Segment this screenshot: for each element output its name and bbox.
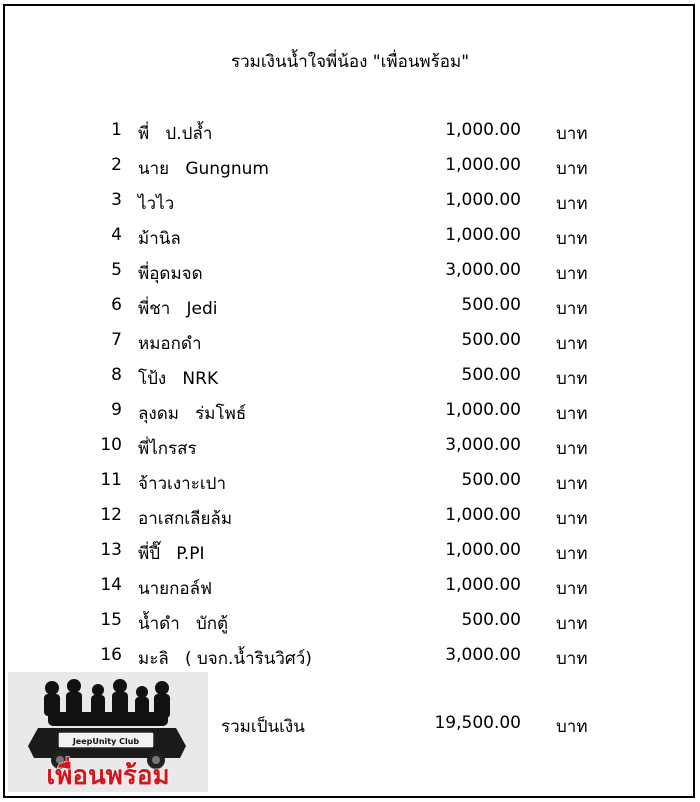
row-number: 6 <box>111 295 122 315</box>
currency-unit: บาท <box>556 509 588 529</box>
donor-name: พี่ชา Jedi <box>138 299 218 319</box>
donor-name: นายกอล์ฟ <box>138 579 213 599</box>
donation-amount: 1,000.00 <box>445 575 521 595</box>
donation-row <box>0 505 700 535</box>
logo-banner-text: เพื่อนพร้อม <box>46 761 170 791</box>
logo-badge-text: JeepUnity Club <box>72 737 140 746</box>
donor-name: พี่อุดมจด <box>138 264 203 284</box>
currency-unit: บาท <box>556 544 588 564</box>
donor-name: จ้าวเงาะเปา <box>138 474 226 494</box>
donation-amount: 1,000.00 <box>445 540 521 560</box>
donation-amount: 1,000.00 <box>445 120 521 140</box>
currency-unit: บาท <box>556 194 588 214</box>
currency-unit: บาท <box>556 439 588 459</box>
club-logo <box>8 672 208 792</box>
row-number: 12 <box>100 505 122 525</box>
row-number: 7 <box>111 330 122 350</box>
donation-row <box>0 365 700 395</box>
row-number: 10 <box>100 435 122 455</box>
donation-row <box>0 645 700 675</box>
currency-unit: บาท <box>556 474 588 494</box>
donation-row <box>0 155 700 185</box>
row-number: 2 <box>111 155 122 175</box>
donation-row <box>0 330 700 360</box>
currency-unit: บาท <box>556 264 588 284</box>
currency-unit: บาท <box>556 159 588 179</box>
donation-amount: 1,000.00 <box>445 400 521 420</box>
donor-name: ลุงดม ร่มโพธ์ <box>138 404 247 424</box>
row-number: 13 <box>100 540 122 560</box>
donation-amount: 3,000.00 <box>445 435 521 455</box>
donation-row <box>0 120 700 150</box>
currency-unit: บาท <box>556 579 588 599</box>
donor-name: ม้านิล <box>138 229 181 249</box>
donation-amount: 1,000.00 <box>445 190 521 210</box>
donor-name: พี่ปี๊ P.PI <box>138 544 205 564</box>
row-number: 4 <box>111 225 122 245</box>
row-number: 5 <box>111 260 122 280</box>
total-amount: 19,500.00 <box>434 713 521 733</box>
donation-row <box>0 610 700 640</box>
donor-name: มะลิ ( บจก.น้ำรินวิศว์) <box>138 649 312 669</box>
donation-row <box>0 225 700 255</box>
donation-row <box>0 470 700 500</box>
row-number: 16 <box>100 645 122 665</box>
donation-amount: 500.00 <box>461 295 521 315</box>
donation-amount: 500.00 <box>461 365 521 385</box>
donor-name: พี่ ป.ปล้ำ <box>138 124 213 144</box>
row-number: 8 <box>111 365 122 385</box>
currency-unit: บาท <box>556 404 588 424</box>
donation-row <box>0 400 700 430</box>
total-unit: บาท <box>556 717 588 737</box>
donation-amount: 3,000.00 <box>445 260 521 280</box>
donor-name: โป้ง NRK <box>138 369 219 389</box>
document-title: รวมเงินน้ำใจพี่น้อง "เพื่อนพร้อม" <box>230 52 470 72</box>
donation-amount: 1,000.00 <box>445 225 521 245</box>
donor-name: ไวไว <box>138 194 175 214</box>
currency-unit: บาท <box>556 614 588 634</box>
donor-name: หมอกดำ <box>138 334 202 354</box>
donor-name: พี่ไกรสร <box>138 439 197 459</box>
row-number: 1 <box>111 120 122 140</box>
currency-unit: บาท <box>556 369 588 389</box>
currency-unit: บาท <box>556 299 588 319</box>
donation-amount: 1,000.00 <box>445 505 521 525</box>
club-logo-image <box>8 672 208 792</box>
row-number: 11 <box>100 470 122 490</box>
total-label: รวมเป็นเงิน <box>221 717 305 737</box>
row-number: 9 <box>111 400 122 420</box>
donation-amount: 500.00 <box>461 470 521 490</box>
currency-unit: บาท <box>556 229 588 249</box>
row-number: 15 <box>100 610 122 630</box>
donation-amount: 3,000.00 <box>445 645 521 665</box>
donation-amount: 1,000.00 <box>445 155 521 175</box>
donation-row <box>0 260 700 290</box>
donation-row <box>0 295 700 325</box>
donor-name: อาเสกเลียล้ม <box>138 509 233 529</box>
donation-row <box>0 435 700 465</box>
donation-amount: 500.00 <box>461 330 521 350</box>
donor-name: น้ำดำ บักตู้ <box>138 614 229 634</box>
row-number: 14 <box>100 575 122 595</box>
donation-row <box>0 575 700 605</box>
donation-row <box>0 190 700 220</box>
currency-unit: บาท <box>556 124 588 144</box>
donor-name: นาย Gungnum <box>138 159 269 179</box>
currency-unit: บาท <box>556 334 588 354</box>
donation-row <box>0 540 700 570</box>
currency-unit: บาท <box>556 649 588 669</box>
row-number: 3 <box>111 190 122 210</box>
donation-amount: 500.00 <box>461 610 521 630</box>
